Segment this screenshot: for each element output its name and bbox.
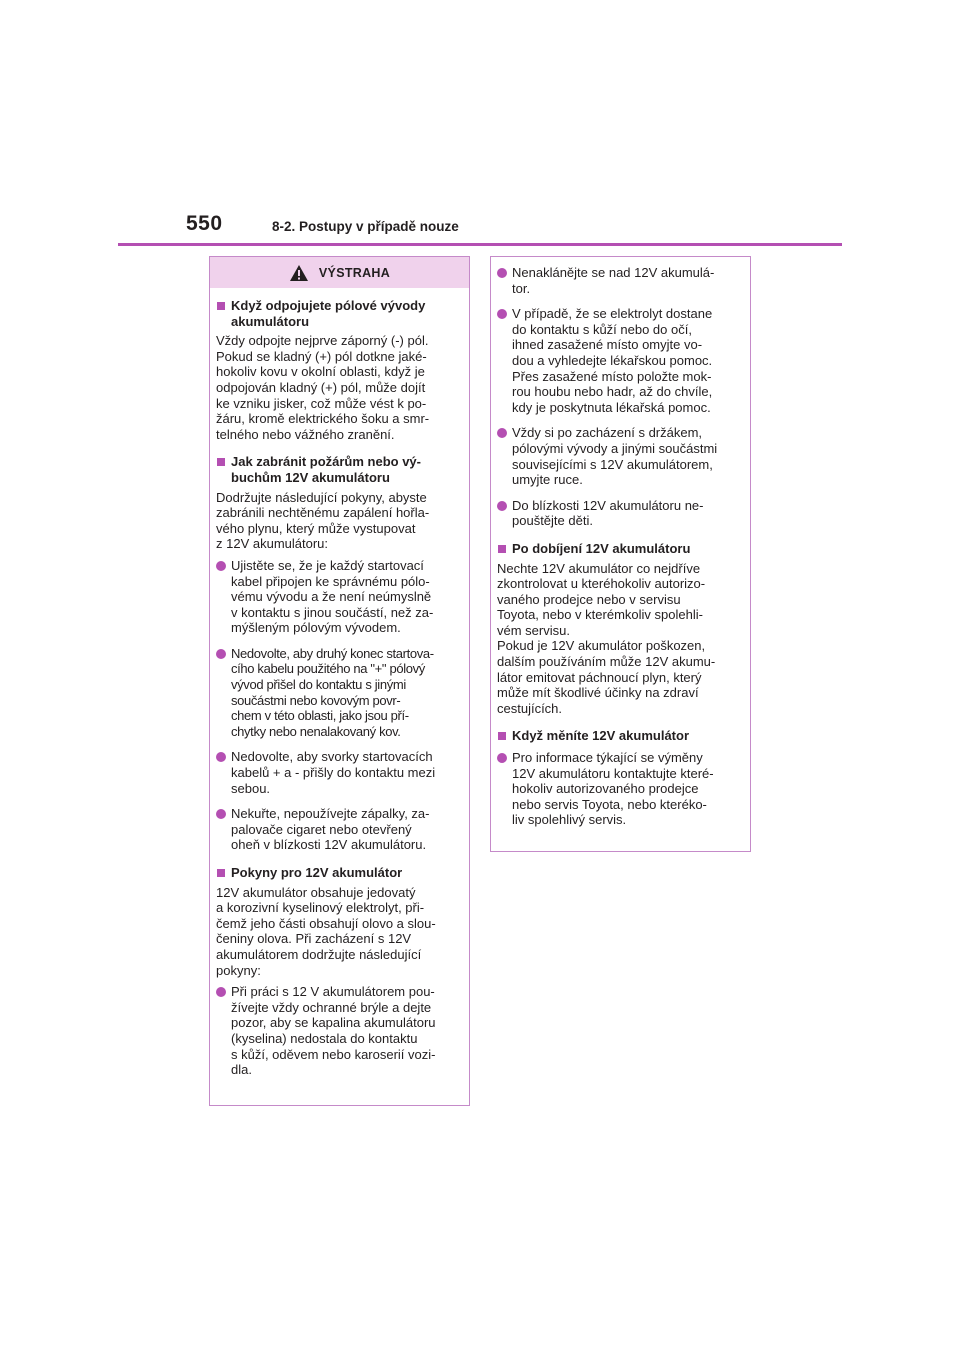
page-number: 550 [186,212,223,235]
heading: Pokyny pro 12V akumulátor [216,865,463,881]
square-bullet-icon [217,302,225,310]
list-item: Při práci s 12 V akumulátorem pou- žívejte vždy ochranné brýle a dejte pozor, aby se kapalina akumulátoru (kyselina) nedostala do kontaktu s kůží, oděvem nebo karoserií vozi- dla. [216,984,463,1078]
heading: Když měníte 12V akumulátor [497,728,744,744]
paragraph: Dodržujte následující pokyny, abyste zabránili nechtěnému zapálení hořla- vého plynu, který může vystupovat z 12V akumulátoru: [216,489,430,552]
warning-box-right [490,256,751,852]
warning-box-left [209,256,470,1106]
warning-content-left [210,288,469,1094]
circle-bullet-icon [216,752,226,762]
paragraph: Nechte 12V akumulátor co nejdříve zkontrolovat u kteréhokoliv autorizo- vaného prodejce nebo v servisu Toyota, nebo v kterémkoliv spolehli- vém servisu. Pokud je 12V akumulátor poškozen, dalším používáním může 12V akumu- látor emitovat páchnoucí plyn, který může mít škodlivé účinky na zdraví cestujících. [497,560,716,716]
list-item: Nedovolte, aby svorky startovacích kabelů + a - přišly do kontaktu mezi sebou. [216,749,463,796]
circle-bullet-icon [216,809,226,819]
list-item: Vždy si po zacházení s držákem, pólovými vývody a jinými součástmi souvisejícími s 12V akumulátorem, umyjte ruce. [497,425,744,487]
circle-bullet-icon [216,561,226,571]
list-item: Ujistěte se, že je každý startovací kabel připojen ke správnému pólo- vému vývodu a že není neúmyslně v kontaktu s jinou součástí, než za- mýšleným pólovým vývodem. [216,558,463,636]
list-item: Nenaklánějte se nad 12V akumulá- tor. [497,265,744,296]
circle-bullet-icon [497,501,507,511]
paragraph: Vždy odpojte nejprve záporný (-) pól. Pokud se kladný (+) pól dotkne jaké- hokoliv kovu v okolní oblasti, když je odpojován kladný (+) pól, může dojít ke vzniku jisker, což může vést k po- žáru, kromě elektrického šoku a smr- telného nebo vážného zranění. [216,333,430,442]
list-item: V případě, že se elektrolyt dostane do kontaktu s kůží nebo do očí, ihned zasažené místo omyjte vo- dou a vyhledejte lékařskou pomoc. Přes zasažené místo položte mok- rou houbu nebo hadr, až do chvíle, kdy je poskytnuta lékařská pomoc. [497,306,744,415]
list-item: Nekuřte, nepoužívejte zápalky, za- palovače cigaret nebo otevřený oheň v blízkosti 12V akumulátoru. [216,806,463,853]
warning-title: VÝSTRAHA [318,265,391,280]
circle-bullet-icon [497,268,507,278]
list-item: Pro informace týkající se výměny 12V akumulátoru kontaktujte které- hokoliv autorizovaného prodejce nebo servis Toyota, nebo kteréko- liv spolehlivý servis. [497,750,744,828]
warning-triangle-icon [289,264,309,282]
list-item: Do blízkosti 12V akumulátoru ne- pouštějte děti. [497,498,744,529]
heading: Když odpojujete pólové vývody akumulátoru [216,298,463,329]
paragraph: 12V akumulátor obsahuje jedovatý a korozivní kyselinový elektrolyt, při- čemž jeho části obsahují olovo a slou- čeniny olova. Při zacházení s 12V akumulátorem dodržujte následující pokyny: [216,884,436,978]
circle-bullet-icon [497,428,507,438]
list-item: Nedovolte, aby druhý konec startova- cího kabelu použitého na "+" pólový vývod přišel do kontaktu s jinými součástmi nebo kovovým povr- chem v této oblasti, jako jsou pří- chytky nebo nenalakovaný kov. [216,646,463,740]
square-bullet-icon [498,732,506,740]
heading: Po dobíjení 12V akumulátoru [497,541,744,557]
circle-bullet-icon [216,987,226,997]
warning-content-right [491,257,750,844]
square-bullet-icon [217,458,225,466]
section-title: 8-2. Postupy v případě nouze [272,219,459,234]
header-rule [118,243,842,246]
circle-bullet-icon [497,753,507,763]
square-bullet-icon [498,545,506,553]
warning-header [210,257,469,288]
heading: Jak zabránit požárům nebo vý- buchům 12V akumulátoru [216,454,463,485]
square-bullet-icon [217,869,225,877]
circle-bullet-icon [216,649,226,659]
circle-bullet-icon [497,309,507,319]
